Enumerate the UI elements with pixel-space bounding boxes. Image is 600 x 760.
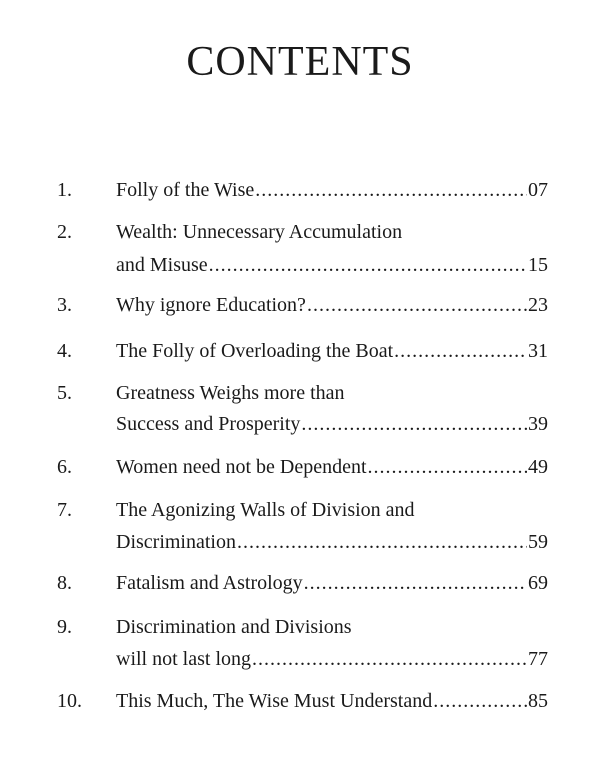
entry-title-continued: Success and Prosperity <box>116 413 301 435</box>
entry-title-continued: will not last long <box>116 648 251 670</box>
dot-leader <box>209 251 527 280</box>
dot-leader <box>237 528 527 557</box>
page-title: CONTENTS <box>186 39 414 85</box>
entry-page-number: 15 <box>528 254 548 276</box>
entry-title: The Agonizing Walls of Division and <box>116 499 415 521</box>
entry-title-line <box>116 337 548 366</box>
entry-title-continued: and Misuse <box>116 254 208 276</box>
entry-number: 6. <box>57 456 72 478</box>
entry-title: Wealth: Unnecessary Accumulation <box>116 221 403 243</box>
entry-number: 10. <box>57 690 82 712</box>
entry-page-number: 77 <box>528 648 548 670</box>
dot-leader <box>301 410 527 439</box>
dot-leader <box>433 687 527 716</box>
entry-title: Greatness Weighs more than <box>116 382 345 404</box>
entry-page-number: 07 <box>528 179 548 201</box>
entry-title-line <box>116 453 548 482</box>
dot-leader <box>255 176 527 205</box>
entry-page-number: 23 <box>528 294 548 316</box>
entry-title: Fatalism and Astrology <box>116 572 303 594</box>
entry-title: Why ignore Education? <box>116 294 306 316</box>
entry-page-number: 39 <box>528 413 548 435</box>
entry-page-number: 59 <box>528 531 548 553</box>
dot-leader <box>304 569 527 598</box>
dot-leader <box>252 645 527 674</box>
entry-number: 7. <box>57 499 72 521</box>
entry-title-line <box>116 176 548 205</box>
entry-page-number: 85 <box>528 690 548 712</box>
entry-page-number: 49 <box>528 456 548 478</box>
entry-title: Women need not be Dependent <box>116 456 367 478</box>
entry-title-line <box>116 291 548 320</box>
entry-title-line <box>116 410 548 439</box>
entry-number: 3. <box>57 294 72 316</box>
entry-number: 8. <box>57 572 72 594</box>
entry-title-line <box>116 687 548 716</box>
entry-title-line <box>116 379 548 408</box>
entry-title-line <box>116 528 548 557</box>
entry-title: Folly of the Wise <box>116 179 255 201</box>
entry-number: 1. <box>57 179 72 201</box>
dot-leader <box>307 291 527 320</box>
entry-title-line <box>116 496 548 525</box>
dot-leader <box>368 453 527 482</box>
entry-title-line <box>116 251 548 280</box>
entry-title-line <box>116 645 548 674</box>
entry-number: 5. <box>57 382 72 404</box>
entry-page-number: 69 <box>528 572 548 594</box>
entry-page-number: 31 <box>528 340 548 362</box>
entry-title: Discrimination and Divisions <box>116 616 352 638</box>
dot-leader <box>394 337 527 366</box>
entry-title: This Much, The Wise Must Understand <box>116 690 433 712</box>
entry-title-line <box>116 218 548 247</box>
entry-title: The Folly of Overloading the Boat <box>116 340 394 362</box>
entry-number: 9. <box>57 616 72 638</box>
entry-number: 4. <box>57 340 72 362</box>
entry-title-line <box>116 613 548 642</box>
entry-title-continued: Discrimination <box>116 531 236 553</box>
entry-title-line <box>116 569 548 598</box>
entry-number: 2. <box>57 221 72 243</box>
